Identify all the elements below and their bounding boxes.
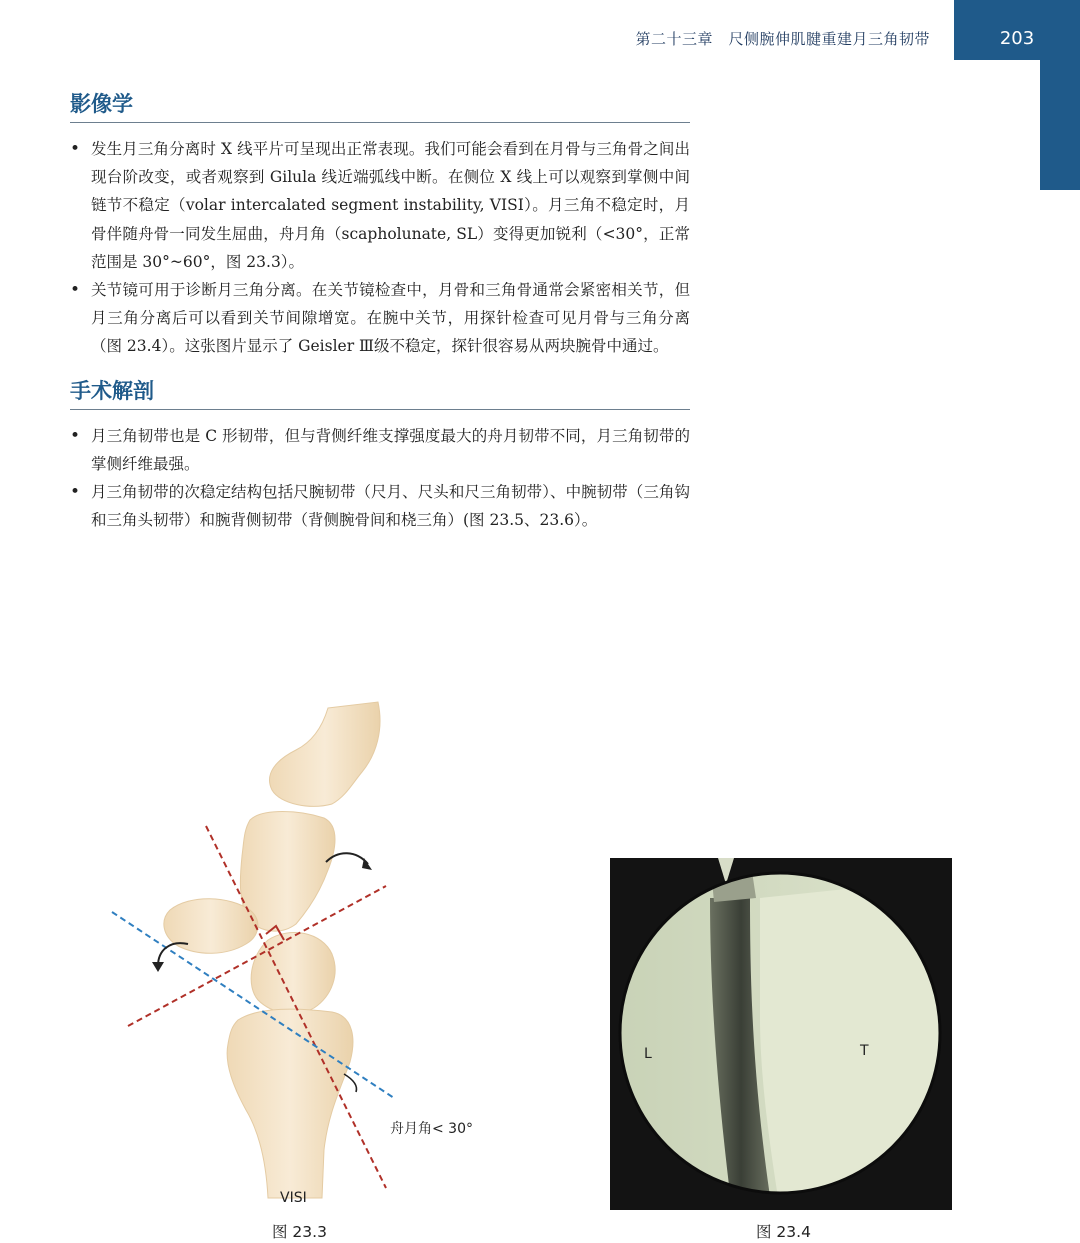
section-imaging: [70, 88, 690, 361]
page-header: [0, 0, 1080, 60]
figure-caption: 图 23.4: [756, 1223, 811, 1241]
triquetrum-label: T: [860, 1043, 869, 1059]
chapter-edge-strip: [1040, 60, 1080, 190]
section-title: 影像学: [70, 88, 690, 123]
visi-label: VISI: [280, 1190, 307, 1206]
scapholunate-angle-label: 舟月角< 30°: [390, 1121, 473, 1137]
bullet-item: • 月三角韧带的次稳定结构包括尺腕韧带（尺月、尺头和尺三角韧带）、中腕韧带（三角钩和三角头韧带）和腕背侧韧带（背侧腕骨间和桡三角）(图 23.5、23.6）。: [70, 478, 690, 534]
figure-23-3: [100, 700, 520, 1240]
capitate-bone: [240, 812, 335, 932]
bullet-item: • 月三角韧带也是 C 形韧带，但与背侧纤维支撑强度最大的舟月韧带不同，月三角韧带的掌侧纤维最强。: [70, 422, 690, 478]
page-number: 203: [999, 28, 1035, 49]
figure-23-4: [610, 858, 952, 1241]
bullet-item: • 关节镜可用于诊断月三角分离。在关节镜检查中，月骨和三角骨通常会紧密相关节，但月三角分离后可以看到关节间隙增宽。在腕中关节，用探针检查可见月骨与三角分离（图 23.4）。这张图片显示了 Geisler Ⅲ级不稳定，探针很容易从两块腕骨中通过。: [70, 276, 690, 361]
radius-bone: [227, 1009, 353, 1198]
bullet-list: [70, 422, 690, 535]
arthroscopic-view: [610, 858, 952, 1210]
angle-arc: [344, 1074, 357, 1092]
text-column: [70, 88, 690, 548]
page-number-tab: [954, 0, 1080, 60]
bullet-item: • 发生月三角分离时 X 线平片可呈现出正常表现。我们可能会看到在月骨与三角骨之间出现台阶改变，或者观察到 Gilula 线近端弧线中断。在侧位 X 线上可以观察到掌侧中间链节不稳定（volar intercalated segment instability, VISI）。月三角不稳定时，月骨伴随舟骨一同发生屈曲，舟月角（scapholunate, SL）变得更加锐利（<30°，正常范围是 30°~60°，图 23.3）。: [70, 135, 690, 276]
figure-caption: 图 23.3: [272, 1223, 327, 1241]
metacarpal-bone: [269, 702, 380, 806]
scaphoid-bone: [164, 899, 258, 954]
bullet-list: [70, 135, 690, 361]
section-title: 手术解剖: [70, 375, 690, 410]
section-surgical-anatomy: [70, 375, 690, 535]
running-head: 第二十三章 尺侧腕伸肌腱重建月三角韧带: [635, 30, 930, 48]
lunate-label: L: [644, 1046, 652, 1062]
arrow-head-icon: [152, 962, 164, 972]
